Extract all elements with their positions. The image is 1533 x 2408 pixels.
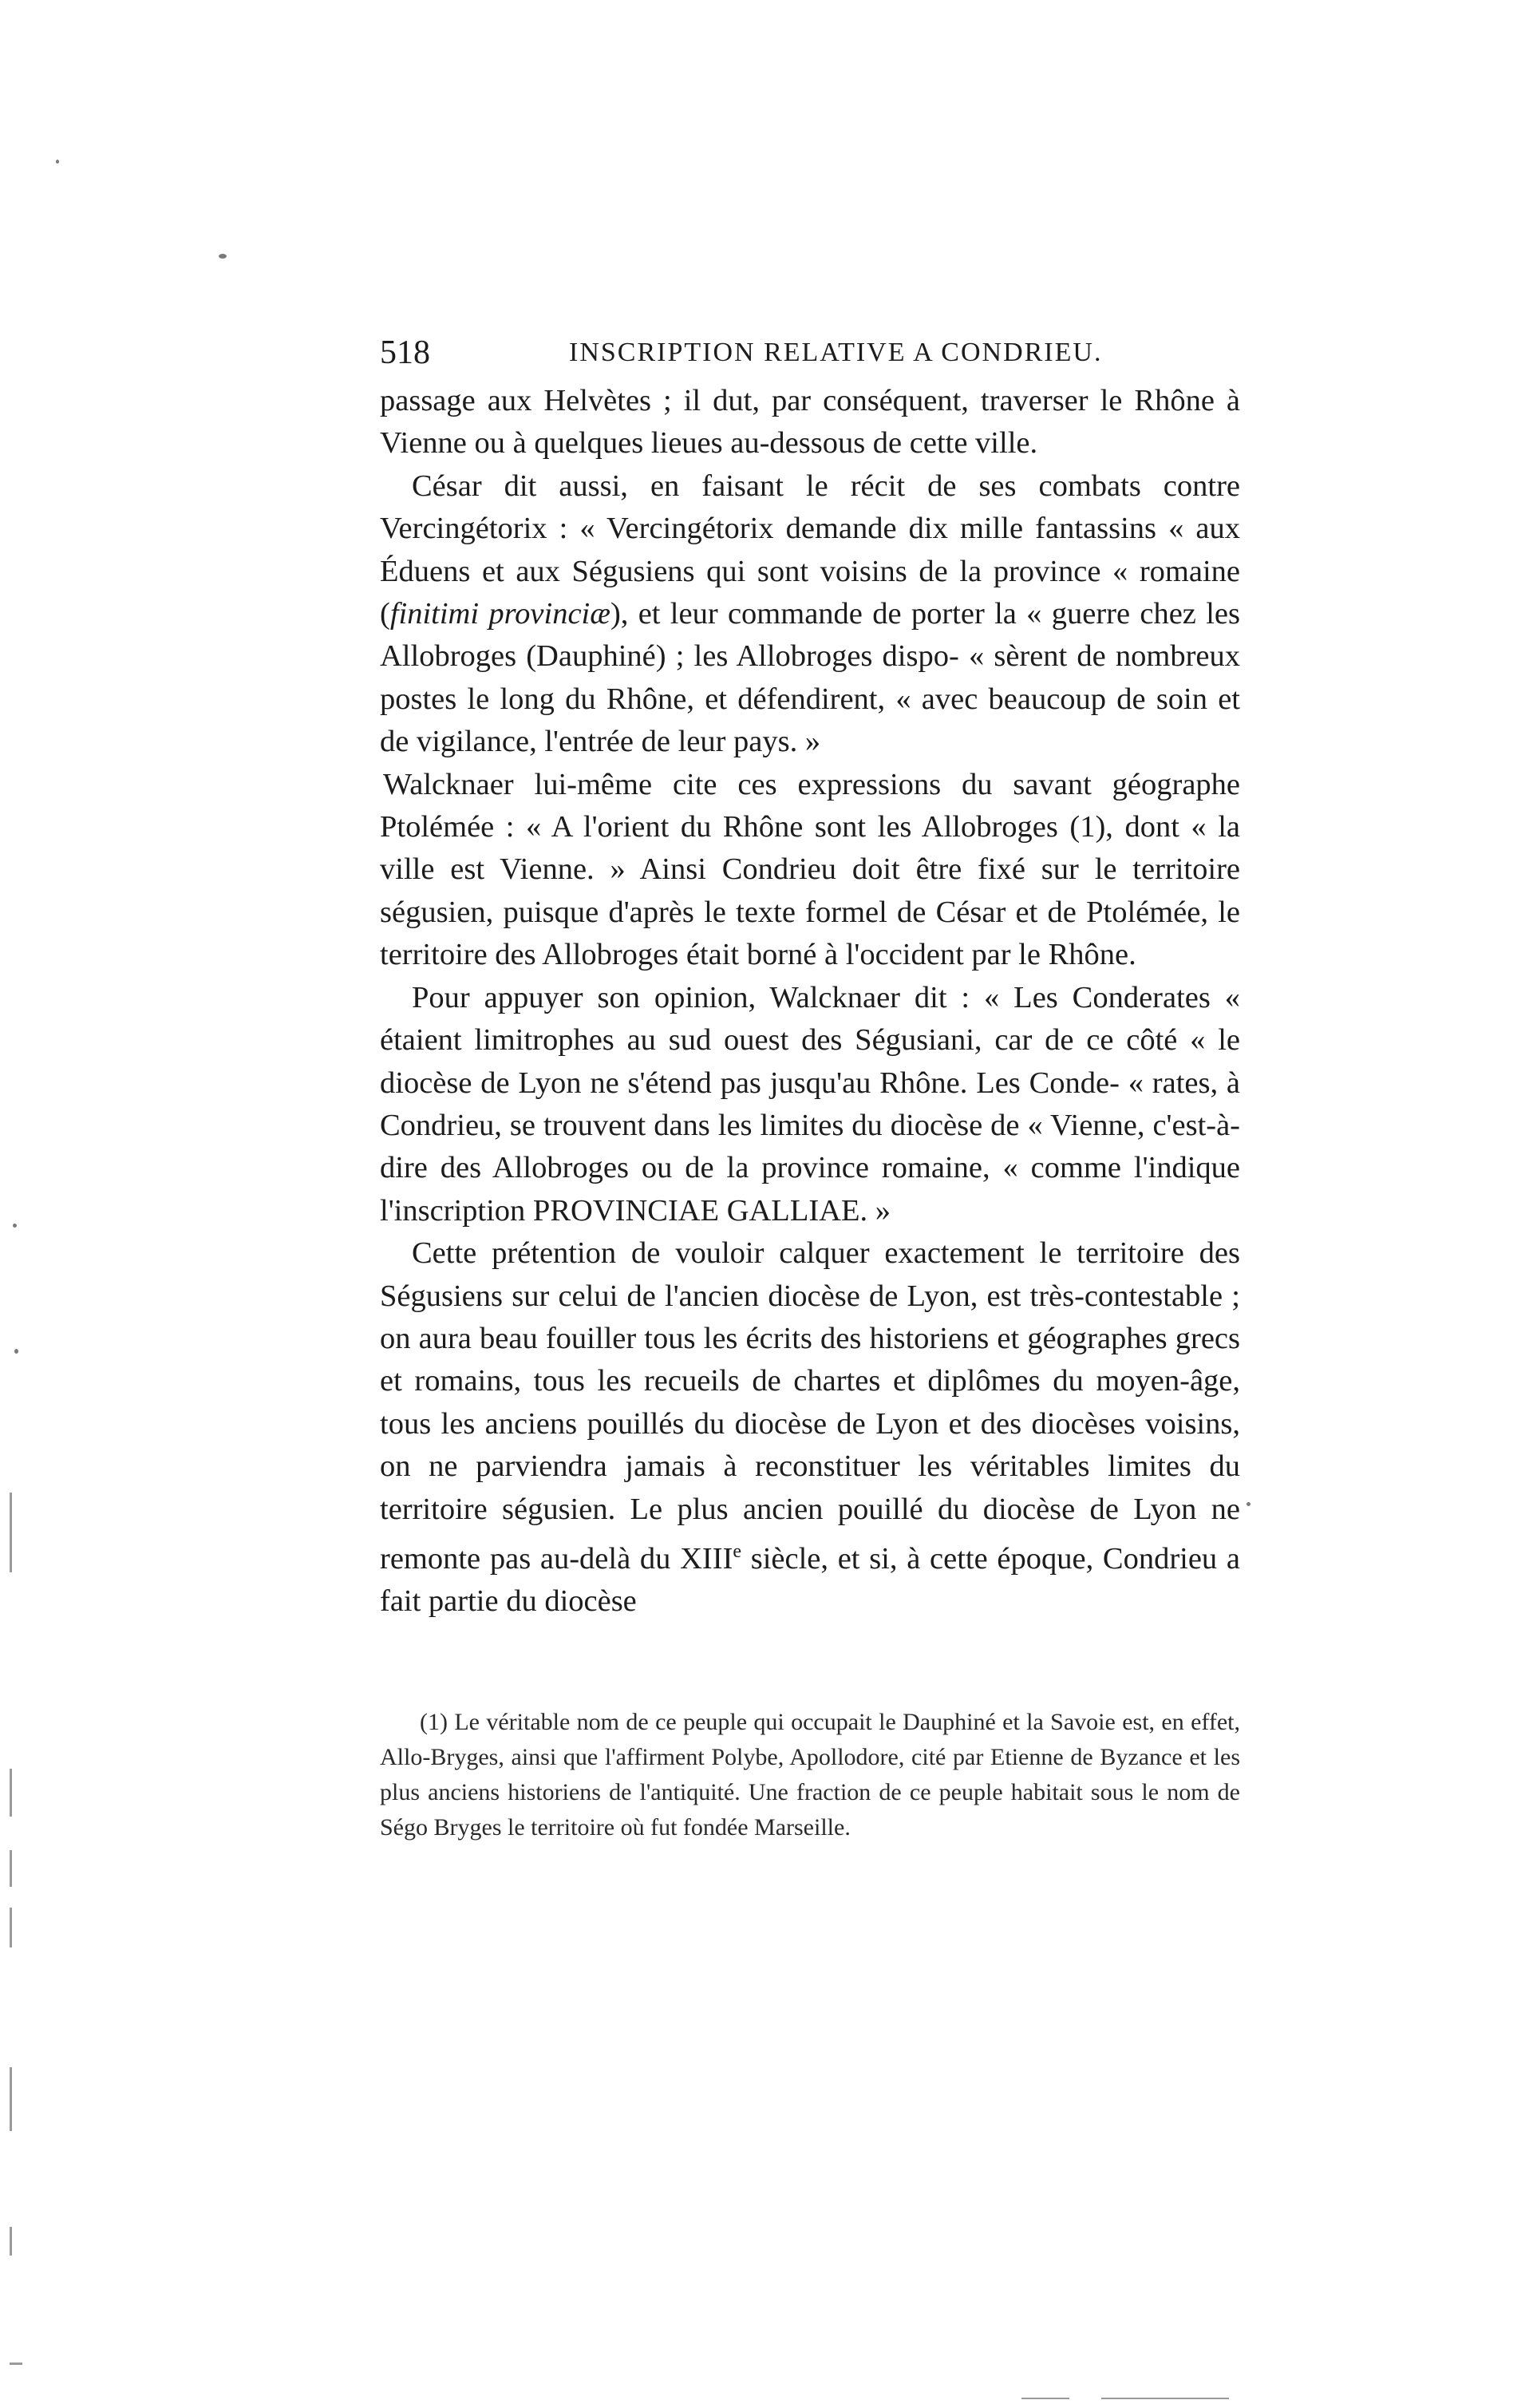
scan-speck [56, 160, 59, 164]
footnote-text: (1) Le véritable nom de ce peuple qui occupait le Dauphiné et la Savoie est, en effet, Allo-Bryges, ainsi que l'affirment Polybe, Apollodore, cité par Etienne de Byzance et les plus anciens historiens de l'antiquité. Une fraction de ce peuple habitait sous le nom de Ségo Bryges le territoire où fut fondée Marseille. [380, 1709, 1240, 1841]
scan-speck [219, 254, 227, 259]
scan-speck [13, 1224, 17, 1228]
paragraph-diocese-part-a: Cette prétention de vouloir calquer exactement le territoire des Ségusiens sur celui de l'ancien diocèse de Lyon, est très-contestable ; on aura beau fouiller tous les écrits des historiens et géographes grecs et romains, tous les recueils de chartes et diplômes du moyen-âge, tous les anciens pouillés du diocèse de Lyon et des diocèses voisins, on ne parviendra jamais à reconstituer les véritables limites du territoire ségusien. Le plus ancien pouillé du diocèse de Lyon ne remonte pas au-delà du XIII [380, 1236, 1240, 1576]
paragraph-continuation: passage aux Helvètes ; il dut, par conséquent, traverser le Rhône à Vienne ou à quelques lieues au-dessous de cette ville. [380, 384, 1240, 461]
running-title: INSCRIPTION RELATIVE A CONDRIEU. [569, 338, 1103, 367]
paragraph-cesar-part-a: César dit aussi, en faisant le récit de ses combats contre Vercingétorix : « Vercingétorix demande dix mille fantassins « aux Éduens et aux Ségusiens qui sont voisins de la province « romaine ( [380, 469, 1240, 631]
margin-scan-line [10, 2363, 22, 2365]
latin-phrase: finitimi provinciæ [389, 597, 610, 631]
footnote [380, 1705, 1240, 1845]
margin-scan-line [10, 2067, 12, 2131]
century-superscript: e [733, 1540, 742, 1562]
paragraph-diocese-part-b: siècle, et si, à cette époque, Condrieu a fait partie du diocèse [380, 1541, 1240, 1619]
margin-scan-line [10, 1769, 12, 1817]
margin-scan-line [10, 1493, 12, 1572]
running-head [380, 329, 1240, 377]
scan-speck [1247, 1502, 1251, 1506]
scan-speck [14, 1349, 18, 1354]
bottom-scan-line [1021, 2398, 1069, 2399]
paragraph-walcknaer-opinion: Pour appuyer son opinion, Walcknaer dit : « Les Conderates « étaient limitrophes au sud ouest des Ségusiani, car de ce côté « le diocèse de Lyon ne s'étend pas jusqu'au Rhône. Les Conde- « rates, à Condrieu, se trouvent dans les limites du diocèse de « Vienne, c'est-à-dire des Allobroges ou de la province romaine, « comme l'indique l'inscription PROVINCIAE GALLIAE. » [380, 980, 1240, 1228]
main-text [380, 380, 1240, 1623]
page-number: 518 [380, 334, 430, 371]
paragraph-cesar [380, 465, 1240, 764]
bottom-scan-line [1101, 2398, 1229, 2399]
margin-scan-line [10, 2227, 12, 2256]
margin-scan-line [10, 1908, 12, 1947]
margin-scan-line [10, 1850, 12, 1887]
paragraph-diocese [380, 1232, 1240, 1623]
paragraph-walcknaer-ptolemee: Walcknaer lui-même cite ces expressions du savant géographe Ptolémée : « A l'orient du Rhône sont les Allobroges (1), dont « la ville est Vienne. » Ainsi Condrieu doit être fixé sur le territoire ségusien, puisque d'après le texte formel de César et de Ptolémée, le territoire des Allobroges était borné à l'occident par le Rhône. [380, 767, 1240, 972]
paragraph-cesar-part-b: ), et leur commande de porter la « guerre chez les Allobroges (Dauphiné) ; les Allobroges dispo- « sèrent de nombreux postes le long du Rhône, et défendirent, « avec beaucoup de soin et de vigilance, l'entrée de leur pays. » [380, 597, 1240, 759]
